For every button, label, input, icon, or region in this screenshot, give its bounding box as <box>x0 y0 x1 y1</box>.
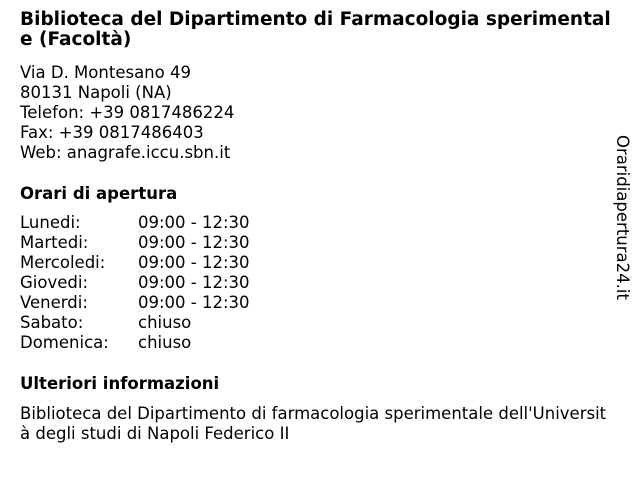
address-city: 80131 Napoli (NA) <box>20 83 172 102</box>
hours-day: Martedi: <box>20 233 89 252</box>
info-text: Biblioteca del Dipartimento di farmacologia sperimentale dell'Università degli studi di Napoli Federico II <box>20 404 607 443</box>
hours-time: 09:00 - 12:30 <box>138 253 250 272</box>
hours-time: chiuso <box>138 333 192 352</box>
address-fax: Fax: +39 0817486403 <box>20 123 204 142</box>
address-phone: Telefon: +39 0817486224 <box>20 103 235 122</box>
page-title: Biblioteca del Dipartimento di Farmacologia sperimentale (Facoltà) <box>20 9 611 50</box>
hours-day: Giovedi: <box>20 273 88 292</box>
address-block <box>20 63 234 163</box>
hours-time: 09:00 - 12:30 <box>138 273 250 292</box>
hours-day: Domenica: <box>20 333 109 352</box>
hours-day: Mercoledi: <box>20 253 106 272</box>
info-heading: Ulteriori informazioni <box>20 374 220 393</box>
address-web: Web: anagrafe.iccu.sbn.it <box>20 143 231 162</box>
hours-day: Sabato: <box>20 313 84 332</box>
hours-time: 09:00 - 12:30 <box>138 293 250 312</box>
hours-time: chiuso <box>138 313 192 332</box>
address-street: Via D. Montesano 49 <box>20 63 191 82</box>
hours-time: 09:00 - 12:30 <box>138 233 250 252</box>
brand-watermark: Oraridiapertura24.it <box>613 135 632 300</box>
hours-day: Venerdi: <box>20 293 88 312</box>
hours-day: Lunedi: <box>20 213 81 232</box>
hours-heading: Orari di apertura <box>20 184 178 203</box>
hours-time: 09:00 - 12:30 <box>138 213 250 232</box>
